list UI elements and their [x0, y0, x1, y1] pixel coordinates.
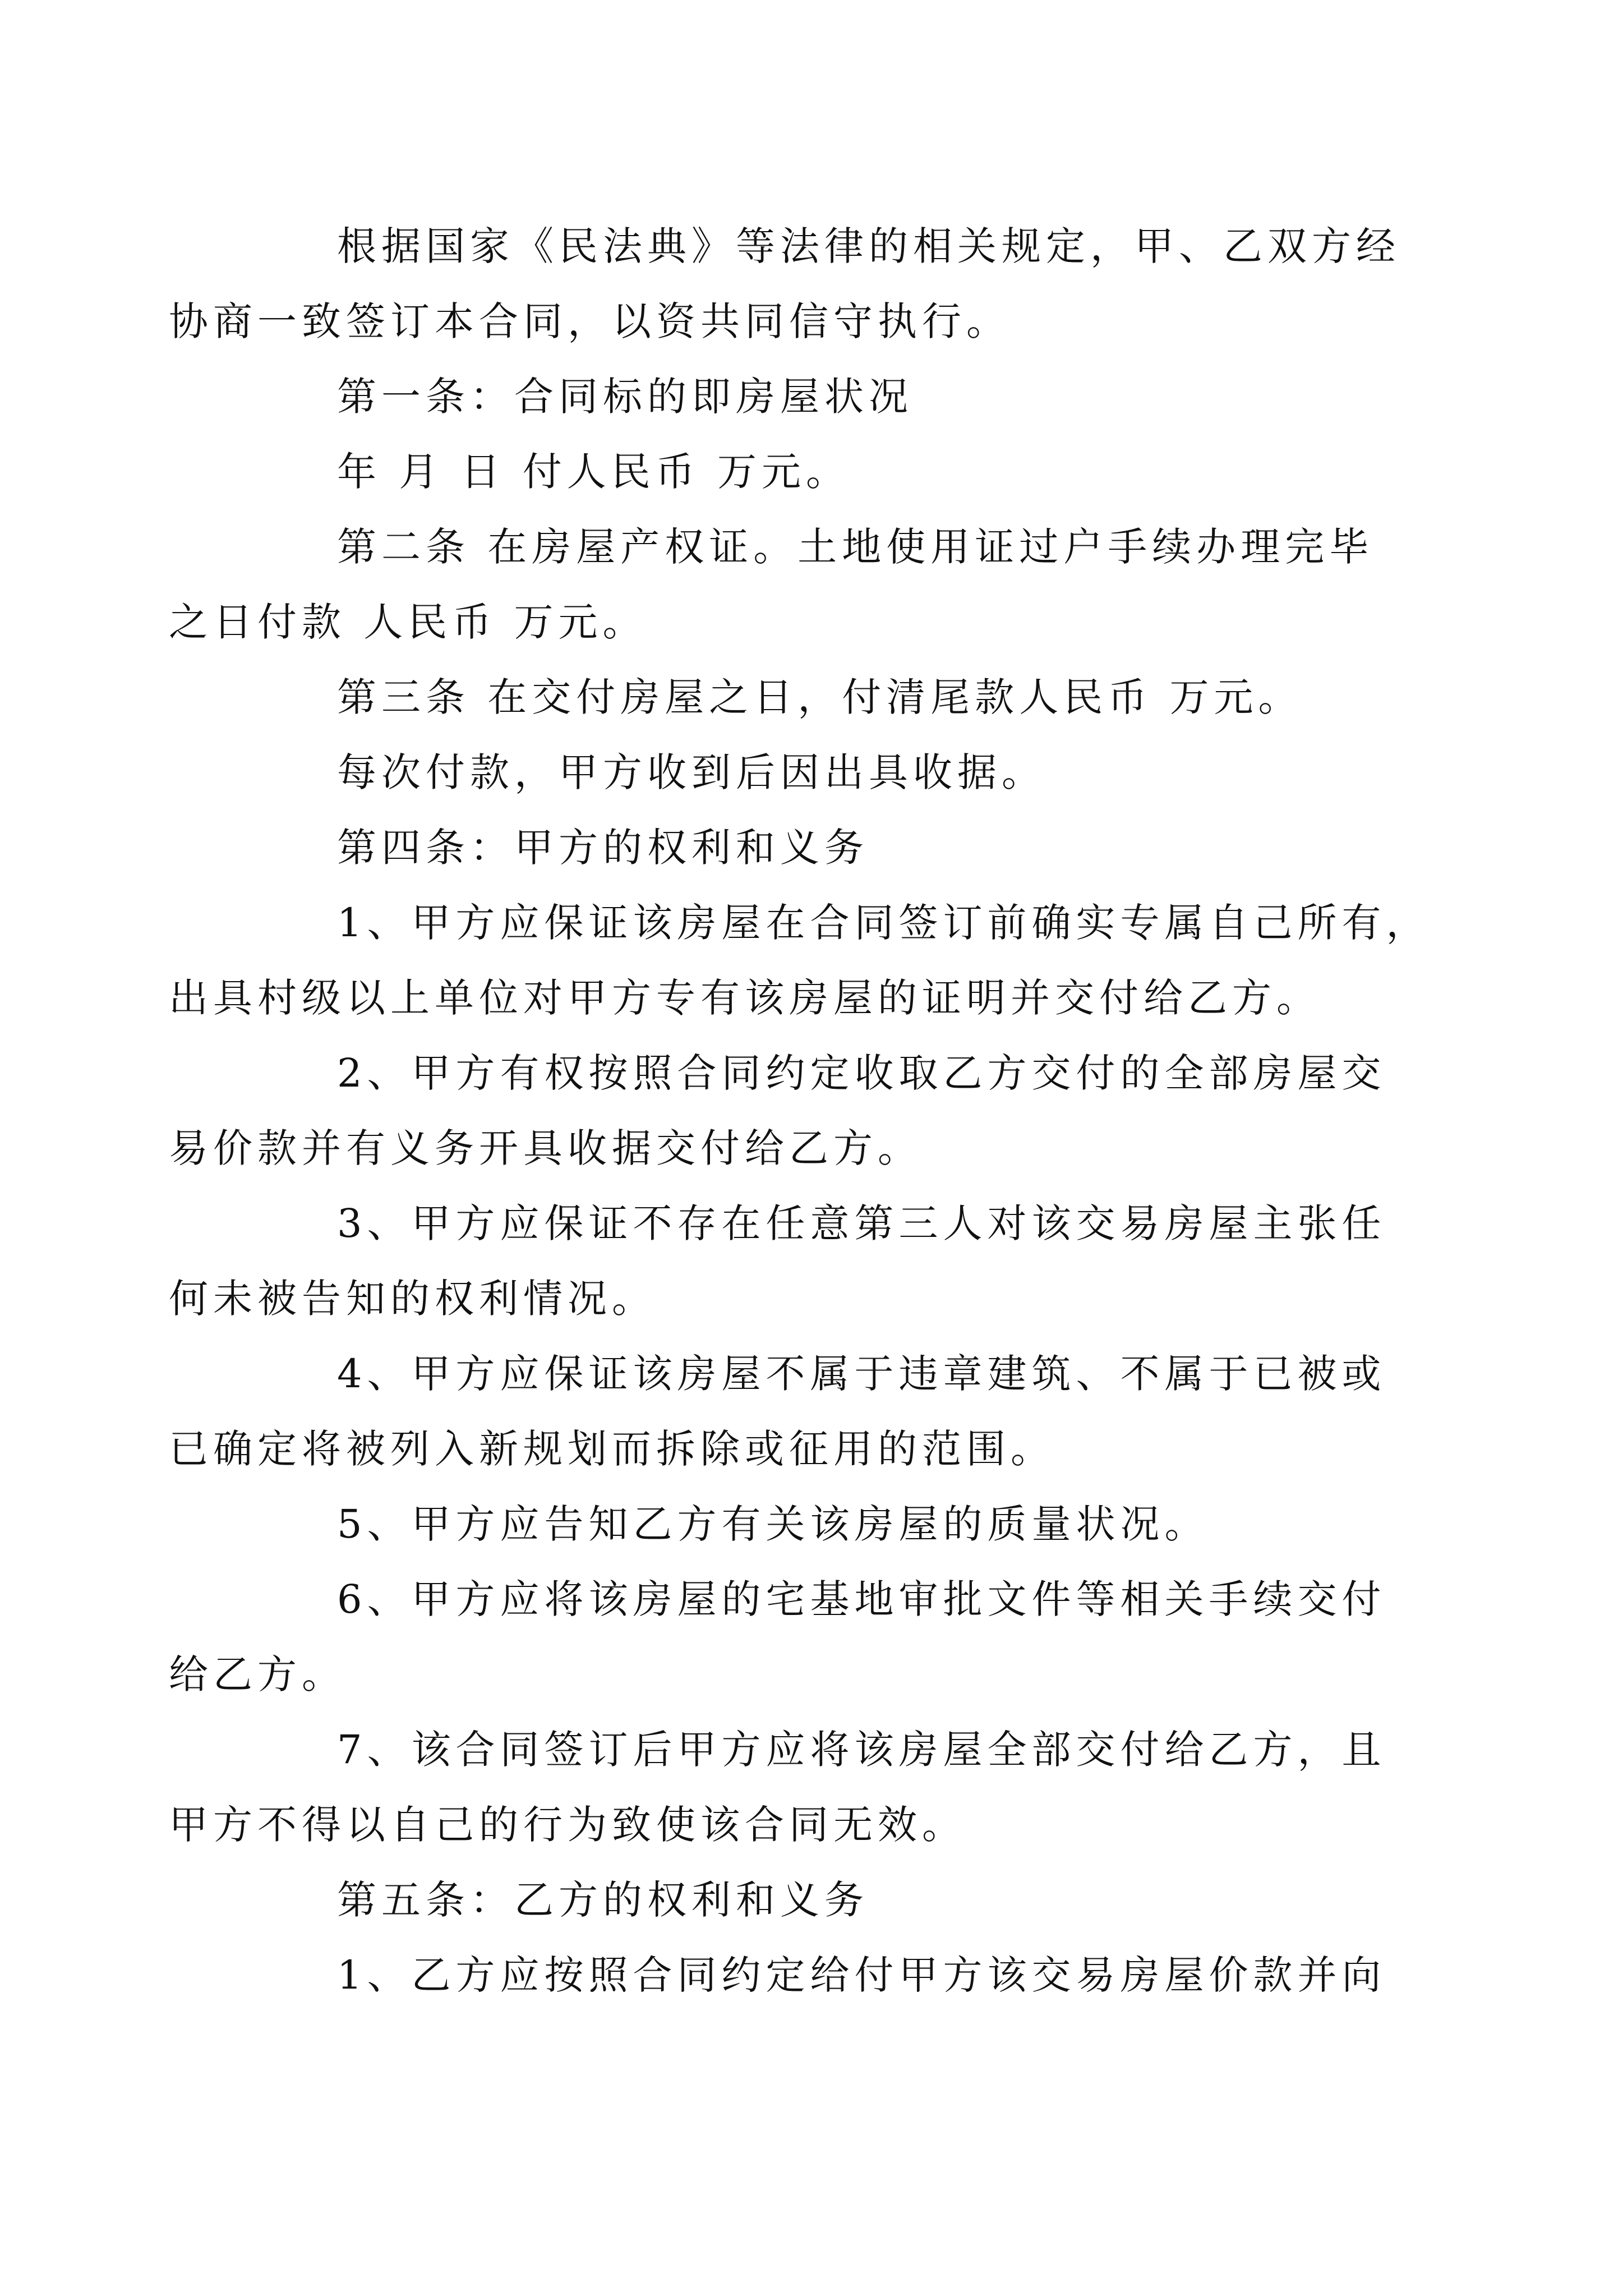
article-4-item-2: [169, 1036, 1386, 1186]
article-4-heading: [253, 810, 1380, 885]
article-5-item-1: [253, 1938, 1386, 2013]
paragraph-line: 7、该合同签订后甲方应将该房屋全部交付给乙方，且: [337, 1727, 1386, 1773]
article-4-item-7: [169, 1712, 1386, 1862]
paragraph-line: 给乙方。: [169, 1651, 346, 1697]
paragraph-line: 3、甲方应保证不存在任意第三人对该交易房屋主张任: [337, 1200, 1386, 1246]
article-5-heading: [253, 1862, 1380, 1938]
article-4-item-3: [169, 1186, 1386, 1336]
paragraph-line: 已确定将被列入新规划而拆除或征用的范围。: [169, 1426, 1055, 1472]
article-4-item-6: [169, 1562, 1386, 1712]
paragraph-line: 之日付款 人民币 万元。: [169, 599, 647, 645]
paragraph-line: 4、甲方应保证该房屋不属于违章建筑、不属于已被或: [337, 1351, 1386, 1397]
payment-date-line: [253, 434, 1380, 509]
paragraph-line: 协商一致签订本合同，以资共同信守执行。: [169, 298, 1011, 344]
article-2: [169, 509, 1380, 660]
paragraph-preamble: [169, 209, 1400, 359]
paragraph-line: 甲方不得以自己的行为致使该合同无效。: [169, 1802, 966, 1848]
paragraph-line: 根据国家《民法典》等法律的相关规定，甲、乙双方经: [337, 223, 1400, 269]
article-3: [253, 660, 1380, 735]
receipt-note: [253, 735, 1380, 810]
article-4-item-5: [253, 1487, 1380, 1562]
paragraph-line: 1、甲方应保证该房屋在合同签订前确实专属自己所有，: [337, 900, 1431, 946]
paragraph-line: 易价款并有义务开具收据交付给乙方。: [169, 1125, 922, 1171]
paragraph-line: 5、甲方应告知乙方有关该房屋的质量状况。: [337, 1501, 1209, 1547]
paragraph-line: 第一条：合同标的即房屋状况: [337, 374, 913, 420]
article-4-item-4: [169, 1336, 1386, 1487]
paragraph-line: 1、乙方应按照合同约定给付甲方该交易房屋价款并向: [337, 1952, 1386, 1998]
paragraph-line: 第四条：甲方的权利和义务: [337, 825, 869, 871]
paragraph-line: 第二条 在房屋产权证。土地使用证过户手续办理完毕: [337, 524, 1374, 570]
paragraph-line: 每次付款，甲方收到后因出具收据。: [337, 749, 1046, 795]
paragraph-line: 何未被告知的权利情况。: [169, 1276, 656, 1322]
document-body: [169, 209, 1431, 2013]
paragraph-line: 第五条：乙方的权利和义务: [337, 1877, 869, 1923]
paragraph-line: 年 月 日 付人民币 万元。: [337, 449, 851, 495]
article-4-item-1: [169, 885, 1431, 1036]
article-1-heading: [253, 359, 1380, 434]
paragraph-line: 第三条 在交付房屋之日，付清尾款人民币 万元。: [337, 674, 1303, 720]
paragraph-line: 出具村级以上单位对甲方专有该房屋的证明并交付给乙方。: [169, 975, 1321, 1021]
paragraph-line: 6、甲方应将该房屋的宅基地审批文件等相关手续交付: [337, 1576, 1386, 1622]
paragraph-line: 2、甲方有权按照合同约定收取乙方交付的全部房屋交: [337, 1050, 1386, 1096]
